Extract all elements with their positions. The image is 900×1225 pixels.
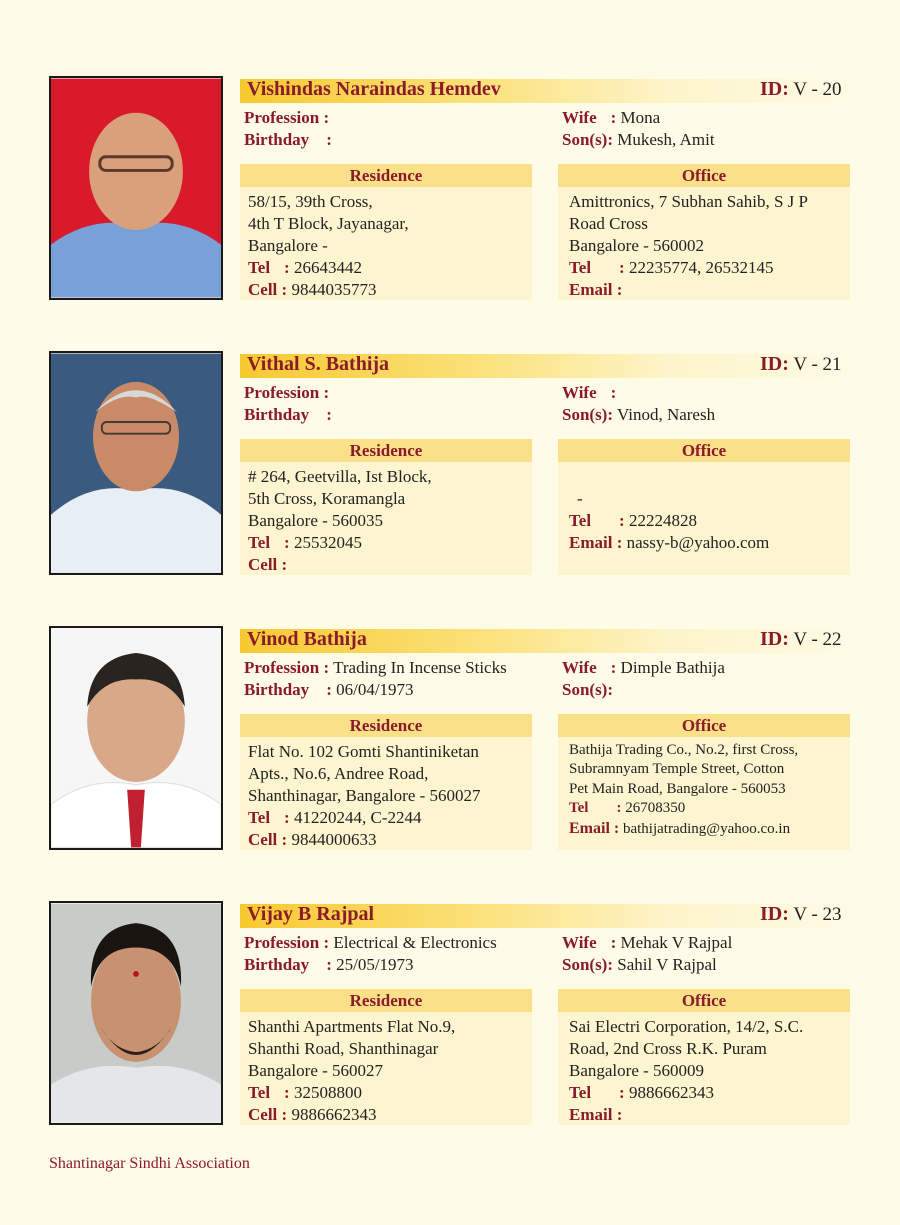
member-name: Vijay B Rajpal bbox=[247, 903, 375, 925]
sons-line: Son(s): bbox=[562, 680, 614, 699]
office-line: Sai Electri Corporation, 14/2, S.C. bbox=[569, 1017, 804, 1036]
member-photo bbox=[49, 351, 223, 575]
office-line: Road Cross bbox=[569, 214, 648, 233]
residence-header: Residence bbox=[240, 439, 532, 462]
residence-line: # 264, Geetvilla, Ist Block, bbox=[248, 467, 432, 486]
office-tel: Tel : 22235774, 26532145 bbox=[569, 258, 774, 277]
residence-line: Shanthi Apartments Flat No.9, bbox=[248, 1017, 456, 1036]
residence-line: 58/15, 39th Cross, bbox=[248, 192, 373, 211]
residence-header: Residence bbox=[240, 714, 532, 737]
office-header: Office bbox=[558, 989, 850, 1012]
office-line: Bangalore - 560002 bbox=[569, 236, 705, 255]
residence-line: 5th Cross, Koramangla bbox=[248, 489, 406, 508]
wife-line: Wife : Mona bbox=[562, 108, 661, 127]
residence-tel: Tel : 41220244, C-2244 bbox=[248, 808, 422, 827]
office-header: Office bbox=[558, 439, 850, 462]
residence-cell: Cell : 9844000633 bbox=[248, 830, 377, 849]
residence-line: Flat No. 102 Gomti Shantiniketan bbox=[248, 742, 479, 761]
member-id: ID: V - 22 bbox=[760, 628, 842, 650]
member-photo bbox=[49, 626, 223, 850]
wife-line: Wife : Dimple Bathija bbox=[562, 658, 725, 677]
birthday-line: Birthday : bbox=[244, 130, 332, 149]
portrait-image bbox=[51, 903, 221, 1123]
residence-line: Apts., No.6, Andree Road, bbox=[248, 764, 429, 783]
office-line: Road, 2nd Cross R.K. Puram bbox=[569, 1039, 767, 1058]
wife-line: Wife : bbox=[562, 383, 617, 402]
member-id: ID: V - 20 bbox=[760, 78, 842, 100]
member-photo bbox=[49, 76, 223, 300]
sons-line: Son(s): Mukesh, Amit bbox=[562, 130, 715, 149]
office-line: Pet Main Road, Bangalore - 560053 bbox=[569, 781, 786, 797]
office-email: Email : bbox=[569, 1105, 623, 1124]
member-id: ID: V - 21 bbox=[760, 353, 842, 375]
birthday-line: Birthday : 25/05/1973 bbox=[244, 955, 414, 974]
residence-header: Residence bbox=[240, 989, 532, 1012]
residence-tel: Tel : 26643442 bbox=[248, 258, 362, 277]
residence-cell: Cell : 9844035773 bbox=[248, 280, 377, 299]
office-line: Subramnyam Temple Street, Cotton bbox=[569, 761, 785, 777]
residence-cell: Cell : 9886662343 bbox=[248, 1105, 377, 1124]
residence-line: Bangalore - 560035 bbox=[248, 511, 384, 530]
profession-line: Profession : bbox=[244, 108, 330, 127]
member-name: Vinod Bathija bbox=[247, 628, 367, 650]
profession-line: Profession : bbox=[244, 383, 330, 402]
member-photo bbox=[49, 901, 223, 1125]
residence-line: Bangalore - 560027 bbox=[248, 1061, 384, 1080]
member-entry-v21 bbox=[0, 351, 900, 581]
residence-line: 4th T Block, Jayanagar, bbox=[248, 214, 409, 233]
office-email: Email : bathijatrading@yahoo.co.in bbox=[569, 820, 791, 837]
office-header: Office bbox=[558, 714, 850, 737]
residence-tel: Tel : 32508800 bbox=[248, 1083, 362, 1102]
residence-line: Bangalore - bbox=[248, 236, 328, 255]
member-name: Vithal S. Bathija bbox=[247, 353, 390, 375]
sons-line: Son(s): Vinod, Naresh bbox=[562, 405, 716, 424]
residence-tel: Tel : 25532045 bbox=[248, 533, 362, 552]
residence-line: Shanthi Road, Shanthinagar bbox=[248, 1039, 439, 1058]
residence-cell: Cell : bbox=[248, 555, 288, 574]
portrait-image bbox=[51, 78, 221, 298]
office-email: Email : bbox=[569, 280, 623, 299]
office-line: Amittronics, 7 Subhan Sahib, S J P bbox=[569, 192, 808, 211]
office-line: Bangalore - 560009 bbox=[569, 1061, 705, 1080]
member-id: ID: V - 23 bbox=[760, 903, 842, 925]
residence-header: Residence bbox=[240, 164, 532, 187]
portrait-image bbox=[51, 353, 221, 573]
member-entry-v20 bbox=[0, 76, 900, 306]
profession-line: Profession : Trading In Incense Sticks bbox=[244, 658, 507, 677]
office-line: Bathija Trading Co., No.2, first Cross, bbox=[569, 742, 799, 758]
residence-line: Shanthinagar, Bangalore - 560027 bbox=[248, 786, 481, 805]
office-line: - bbox=[577, 489, 583, 508]
profession-line: Profession : Electrical & Electronics bbox=[244, 933, 497, 952]
birthday-line: Birthday : bbox=[244, 405, 332, 424]
wife-line: Wife : Mehak V Rajpal bbox=[562, 933, 733, 952]
sons-line: Son(s): Sahil V Rajpal bbox=[562, 955, 717, 974]
office-tel: Tel : 9886662343 bbox=[569, 1083, 714, 1102]
office-header: Office bbox=[558, 164, 850, 187]
member-name: Vishindas Naraindas Hemdev bbox=[247, 78, 501, 100]
office-tel: Tel : 26708350 bbox=[569, 800, 686, 816]
office-email: Email : nassy-b@yahoo.com bbox=[569, 533, 770, 552]
birthday-line: Birthday : 06/04/1973 bbox=[244, 680, 414, 699]
portrait-image bbox=[51, 628, 221, 848]
office-tel: Tel : 22224828 bbox=[569, 511, 697, 530]
member-entry-v22 bbox=[0, 626, 900, 856]
footer-association-name: Shantinagar Sindhi Association bbox=[49, 1155, 250, 1172]
member-entry-v23 bbox=[0, 901, 900, 1131]
